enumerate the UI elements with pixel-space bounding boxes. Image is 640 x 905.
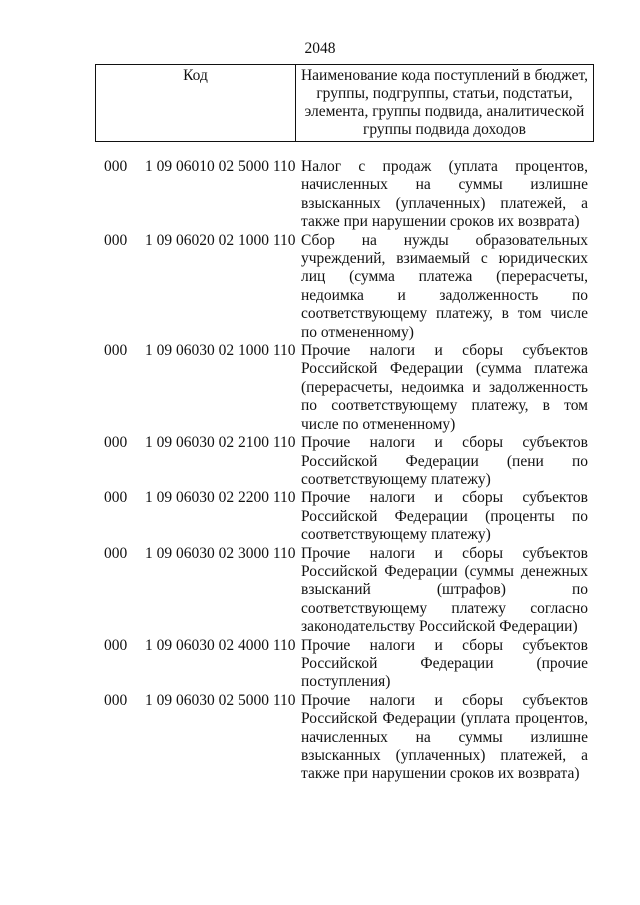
table-row (0, 434, 640, 489)
table-header (95, 64, 594, 142)
admin-code: 000 (104, 691, 128, 709)
code-description: Сбор на нужды образовательных учреждений, взимаемый с юридических лиц (сумма платежа (перерасчеты, недоимка и задолженность по соответствующему платежу, в том числе по отмененному) (301, 231, 588, 341)
table-row (0, 545, 640, 637)
code-description: Прочие налоги и сборы субъектов Российской Федерации (сумма платежа (перерасчеты, недоимка и задолженность по соответствующему платежу, в том числе по отмененному) (301, 342, 588, 433)
admin-code: 000 (104, 158, 128, 175)
budget-code: 1 09 06030 02 4000 110 (145, 636, 296, 654)
budget-code: 1 09 06020 02 1000 110 (145, 231, 296, 249)
budget-code: 1 09 06030 02 5000 110 (145, 691, 296, 709)
admin-code: 000 (104, 544, 128, 562)
table-row (0, 637, 640, 692)
budget-code: 1 09 06030 02 2200 110 (145, 489, 296, 507)
budget-code: 1 09 06030 02 2100 110 (145, 434, 296, 452)
table-row (0, 342, 640, 434)
table-row (0, 158, 640, 232)
budget-code: 1 09 06010 02 5000 110 (145, 158, 296, 175)
table-row (0, 489, 640, 544)
budget-code: 1 09 06030 02 1000 110 (145, 342, 296, 360)
column-header-code: Код (96, 65, 296, 141)
admin-code: 000 (104, 636, 128, 654)
code-description: Прочие налоги и сборы субъектов Российской Федерации (проценты по соответствующему платежу) (301, 489, 588, 544)
admin-code: 000 (104, 434, 128, 452)
page-number: 2048 (304, 40, 336, 57)
code-description: Прочие налоги и сборы субъектов Российской Федерации (уплата процентов, начисленных на суммы излишне взысканных (уплаченных) платежей, а также при нарушении сроков их возврата) (301, 691, 588, 783)
code-description: Прочие налоги и сборы субъектов Российской Федерации (пени по соответствующему платежу) (301, 434, 588, 488)
table-row (0, 692, 640, 784)
table-row (0, 232, 640, 342)
code-description: Прочие налоги и сборы субъектов Российской Федерации (прочие поступления) (301, 636, 588, 691)
code-description: Налог с продаж (уплата процентов, начисленных на суммы излишне взысканных (уплаченных) платежей, а также при нарушении сроков их возврата) (301, 158, 588, 231)
budget-code: 1 09 06030 02 3000 110 (145, 544, 296, 562)
income-code-list (0, 158, 640, 784)
admin-code: 000 (104, 489, 128, 507)
code-description: Прочие налоги и сборы субъектов Российской Федерации (суммы денежных взысканий (штрафов) по соответствующему платежу согласно законодательству Российской Федерации) (301, 544, 588, 636)
admin-code: 000 (104, 342, 128, 360)
column-header-name: Наименование кода поступлений в бюджет, группы, подгруппы, статьи, подстатьи, элемента, группы подвида, аналитической группы подвида доходов (300, 67, 589, 138)
admin-code: 000 (104, 231, 128, 249)
